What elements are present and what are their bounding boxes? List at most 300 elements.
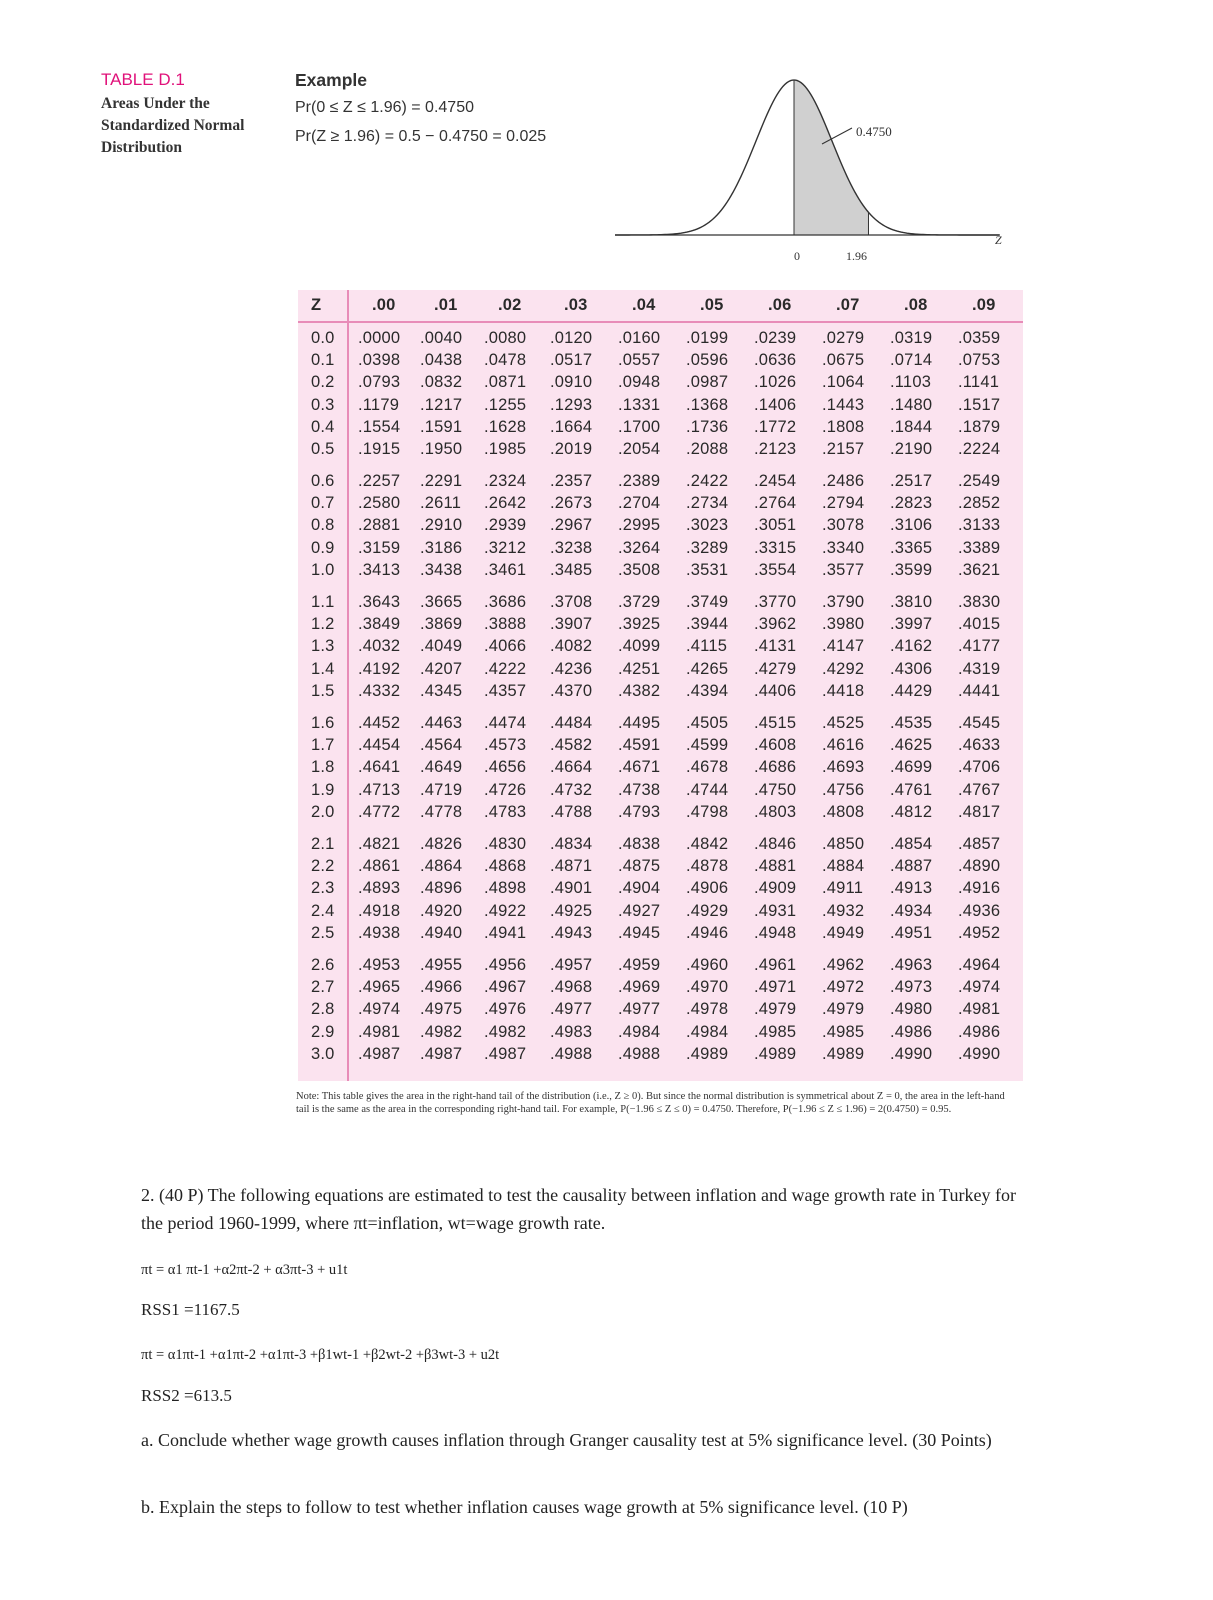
table-cell: .4793 [618,802,661,821]
table-cell: .3810 [890,593,933,611]
table-cell: .3340 [822,538,865,557]
table-cell: .4616 [822,736,865,755]
table-cell: .4808 [822,802,865,821]
table-cell: .4838 [618,835,661,853]
table-cell: .4454 [358,736,401,755]
table-cell: .4332 [358,681,401,700]
table-cell: .4931 [754,901,797,920]
table-cell: .4941 [484,923,527,942]
table-cell: .1736 [686,417,729,436]
equation-restricted: πt = α1 πt-1 +α2πt-2 + α3πt-3 + u1t [141,1262,348,1278]
table-cell: .4927 [618,901,661,920]
table-cell: .4750 [754,780,797,799]
table-cell: .1700 [618,417,661,436]
table-cell: .4821 [358,835,401,853]
table-cell: .4767 [958,780,1001,799]
table-cell: .4901 [550,879,593,898]
table-cell: .0596 [686,351,729,370]
table-cell: .2123 [754,440,797,458]
table-cell: .3133 [958,516,1001,535]
table-divider [347,290,349,1081]
table-cell: .4932 [822,901,865,920]
table-cell: .4881 [754,857,797,876]
table-cell: .4974 [358,1000,401,1019]
z-table [298,290,1023,1081]
table-cell: .0871 [484,373,527,392]
table-cell: .4726 [484,780,527,799]
row-z-label: 0.0 [311,329,335,347]
row-z-label: 2.6 [311,956,335,974]
table-cell: .4983 [550,1022,593,1041]
table-cell: .3554 [754,560,797,579]
row-z-label: 0.3 [311,395,335,414]
table-cell: .4982 [484,1022,527,1041]
table-cell: .4162 [890,637,933,656]
normal-curve-figure [610,60,1010,275]
table-cell: .4946 [686,923,729,942]
row-z-label: 2.9 [311,1022,335,1041]
caption-line: Areas Under the [101,95,210,112]
table-cell: .2088 [686,440,729,458]
table-cell: .4778 [420,802,463,821]
row-z-label: 1.6 [311,714,335,732]
table-cell: .4940 [420,923,463,942]
table-cell: .4345 [420,681,463,700]
table-cell: .4082 [550,637,593,656]
column-header: .01 [434,296,458,314]
table-cell: .4664 [550,758,593,777]
table-cell: .4977 [550,1000,593,1019]
table-cell: .0279 [822,329,865,347]
example-line-1: Pr(0 ≤ Z ≤ 1.96) = 0.4750 [295,99,474,116]
table-cell: .3212 [484,538,527,557]
table-cell: .3508 [618,560,661,579]
table-cell: .0517 [550,351,593,370]
table-cell: .4985 [822,1022,865,1041]
table-cell: .0987 [686,373,729,392]
table-cell: .4988 [618,1044,661,1063]
column-header: .07 [836,296,860,314]
table-cell: .0478 [484,351,527,370]
table-cell: .4693 [822,758,865,777]
table-cell: .4686 [754,758,797,777]
shaded-area [794,80,868,235]
table-cell: .2549 [958,472,1001,490]
table-cell: .4904 [618,879,661,898]
table-cell: .4817 [958,802,1001,821]
table-cell: .1480 [890,395,933,414]
table-cell: .1064 [822,373,865,392]
table-note: Note: This table gives the area in the right-hand tail of the distribution (i.e., Z ≥ 0). But since the normal distribution is symmetrical about Z = 0, the area in the left-hand tail is the same as the area in the corresponding right-hand tail. For example, P(−1.96 ≤ Z ≤ 0) = 0.4750. Therefore, P(−1.96 ≤ Z ≤ 1.96) = 2(0.4750) = 0.95. [296,1091,1005,1115]
table-cell: .4850 [822,835,865,853]
table-cell: .4857 [958,835,1001,853]
table-cell: .4357 [484,681,527,700]
table-cell: .0160 [618,329,661,347]
row-z-label: 0.1 [311,351,335,370]
table-cell: .4761 [890,780,933,799]
table-cell: .4964 [958,956,1001,974]
table-cell: .4953 [358,956,401,974]
row-z-label: 2.7 [311,978,335,997]
table-cell: .0675 [822,351,865,370]
table-cell: .4957 [550,956,593,974]
column-header: .09 [972,296,996,314]
table-cell: .3925 [618,615,661,634]
table-cell: .4884 [822,857,865,876]
table-cell: .4984 [686,1022,729,1041]
table-cell: .2454 [754,472,797,490]
column-header: .04 [632,296,656,314]
table-cell: .4854 [890,835,933,853]
table-cell: .4951 [890,923,933,942]
row-z-label: 1.3 [311,637,335,656]
table-cell: .2257 [358,472,401,490]
table-cell: .1915 [358,440,401,458]
table-cell: .1368 [686,395,729,414]
table-cell: .1517 [958,395,1001,414]
table-cell: .4783 [484,802,527,821]
rss1-value: RSS1 =1167.5 [141,1300,240,1319]
table-cell: .4981 [358,1022,401,1041]
table-cell: .4463 [420,714,463,732]
table-cell: .1293 [550,395,593,414]
table-cell: .2881 [358,516,401,535]
table-cell: .4990 [958,1044,1001,1063]
table-cell: .4959 [618,956,661,974]
table-cell: .4236 [550,659,593,678]
table-cell: .1255 [484,395,527,414]
row-z-label: 2.0 [311,802,335,821]
table-cell: .4099 [618,637,661,656]
table-cell: .2486 [822,472,865,490]
table-cell: .4834 [550,835,593,853]
row-z-label: 1.0 [311,560,335,579]
table-cell: .0120 [550,329,593,347]
table-cell: .4131 [754,637,797,656]
table-cell: .4484 [550,714,593,732]
table-cell: .4868 [484,857,527,876]
table-cell: .4641 [358,758,401,777]
table-cell: .4207 [420,659,463,678]
table-cell: .3944 [686,615,729,634]
table-cell: .4599 [686,736,729,755]
table-cell: .0000 [358,329,401,347]
table-cell: .4911 [822,879,864,898]
table-cell: .2224 [958,440,1001,458]
row-z-label: 1.8 [311,758,335,777]
row-z-label: 2.2 [311,857,335,876]
table-cell: .4049 [420,637,463,656]
table-cell: .1406 [754,395,797,414]
table-cell: .0199 [686,329,729,347]
table-cell: .4406 [754,681,797,700]
table-cell: .4890 [958,857,1001,876]
table-cell: .4573 [484,736,527,755]
table-cell: .4980 [890,1000,933,1019]
table-cell: .4846 [754,835,797,853]
table-cell: .3078 [822,516,865,535]
row-z-label: 1.4 [311,659,335,678]
table-cell: .4929 [686,901,729,920]
table-cell: .4970 [686,978,729,997]
table-cell: .4906 [686,879,729,898]
table-cell: .3289 [686,538,729,557]
table-cell: .1443 [822,395,865,414]
table-cell: .4978 [686,1000,729,1019]
table-cell: .3599 [890,560,933,579]
equation-unrestricted: πt = α1πt-1 +α1πt-2 +α1πt-3 +β1wt-1 +β2wt-2 +β3wt-3 + u2t [141,1347,500,1363]
table-cell: .4986 [890,1022,933,1041]
table-cell: .2734 [686,494,729,513]
table-cell: .3621 [958,560,1001,579]
table-cell: .0080 [484,329,527,347]
table-cell: .3461 [484,560,527,579]
table-cell: .4015 [958,615,1001,634]
table-cell: .4962 [822,956,865,974]
table-cell: .3749 [686,593,729,611]
table-cell: .0636 [754,351,797,370]
table-cell: .4925 [550,901,593,920]
table-cell: .4803 [754,802,797,821]
table-cell: .2794 [822,494,865,513]
table-cell: .3485 [550,560,593,579]
table-cell: .4987 [420,1044,463,1063]
table-cell: .3708 [550,593,593,611]
table-cell: .3643 [358,593,401,611]
table-cell: .3686 [484,593,527,611]
table-cell: .0040 [420,329,463,347]
table-cell: .4545 [958,714,1001,732]
table-cell: .4633 [958,736,1001,755]
column-header: .08 [904,296,928,314]
table-cell: .4812 [890,802,933,821]
table-cell: .4608 [754,736,797,755]
table-cell: .4678 [686,758,729,777]
table-cell: .2357 [550,472,593,490]
table-cell: .2054 [618,440,661,458]
table-cell: .1628 [484,417,527,436]
table-title: TABLE D.1 [101,70,185,89]
table-cell: .4625 [890,736,933,755]
table-cell: .4922 [484,901,527,920]
table-cell: .4969 [618,978,661,997]
table-cell: .0438 [420,351,463,370]
table-cell: .3413 [358,560,401,579]
table-cell: .2823 [890,494,933,513]
table-cell: .1026 [754,373,797,392]
table-cell: .3264 [618,538,661,557]
table-cell: .4495 [618,714,661,732]
table-cell: .2580 [358,494,401,513]
table-cell: .3962 [754,615,797,634]
table-cell: .4830 [484,835,527,853]
table-cell: .2704 [618,494,661,513]
row-z-label: 0.4 [311,417,335,436]
table-cell: .4649 [420,758,463,777]
table-cell: .4887 [890,857,933,876]
table-cell: .4948 [754,923,797,942]
table-cell: .3106 [890,516,933,535]
table-cell: .1772 [754,417,797,436]
table-cell: .4441 [958,681,1001,700]
table-cell: .0832 [420,373,463,392]
table-cell: .0753 [958,351,1001,370]
table-cell: .0910 [550,373,593,392]
table-cell: .4582 [550,736,593,755]
table-cell: .4744 [686,780,729,799]
row-z-label: 1.1 [311,593,335,611]
table-cell: .4972 [822,978,865,997]
table-cell: .4967 [484,978,527,997]
row-z-label: 0.5 [311,440,335,458]
zero-label: 0 [794,249,800,263]
caption-line: Standardized Normal [101,117,245,134]
caption-line: Distribution [101,139,182,156]
table-cell: .4875 [618,857,661,876]
table-cell: .4864 [420,857,463,876]
table-cell: .4893 [358,879,401,898]
question-part-b: b. Explain the steps to follow to test whether inflation causes wage growth at 5% significance level. (10 P) [141,1497,908,1517]
table-cell: .4032 [358,637,401,656]
table-cell: .4988 [550,1044,593,1063]
table-caption [101,93,244,159]
table-cell: .4949 [822,923,865,942]
row-z-label: 2.4 [311,901,335,920]
table-cell: .4979 [754,1000,797,1019]
table-cell: .1217 [420,395,463,414]
table-cell: .4452 [358,714,401,732]
column-header: .02 [498,296,522,314]
table-cell: .2995 [618,516,661,535]
table-cell: .4963 [890,956,933,974]
example-heading: Example [295,70,367,90]
table-cell: .4955 [420,956,463,974]
table-cell: .1808 [822,417,865,436]
table-cell: .3238 [550,538,593,557]
table-cell: .4952 [958,923,1001,942]
table-cell: .2389 [618,472,661,490]
table-cell: .4936 [958,901,1001,920]
table-cell: .3907 [550,615,593,634]
table-cell: .2422 [686,472,729,490]
table-cell: .2967 [550,516,593,535]
table-cell: .4976 [484,1000,527,1019]
table-cell: .3051 [754,516,797,535]
table-cell: .4945 [618,923,661,942]
table-cell: .3389 [958,538,1001,557]
table-cell: .0398 [358,351,401,370]
table-cell: .4979 [822,1000,865,1019]
table-cell: .2939 [484,516,527,535]
row-z-label: 0.8 [311,516,335,535]
table-cell: .3869 [420,615,463,634]
table-cell: .3023 [686,516,729,535]
table-cell: .4989 [686,1044,729,1063]
table-cell: .3531 [686,560,729,579]
table-cell: .3849 [358,615,401,634]
axis-z-label: Z [995,233,1002,247]
table-cell: .4382 [618,681,661,700]
table-cell: .4788 [550,802,593,821]
table-cell: .4975 [420,1000,463,1019]
row-z-label: 1.2 [311,615,335,634]
table-cell: .3577 [822,560,865,579]
table-cell: .4713 [358,780,401,799]
table-cell: .4982 [420,1022,463,1041]
table-cell: .1879 [958,417,1001,436]
table-cell: .2642 [484,494,527,513]
table-cell: .3438 [420,560,463,579]
table-cell: .4985 [754,1022,797,1041]
column-header: .03 [564,296,588,314]
table-cell: .0359 [958,329,1001,347]
table-cell: .1103 [890,373,932,392]
table-cell: .4474 [484,714,527,732]
table-cell: .4898 [484,879,527,898]
table-cell: .3830 [958,593,1001,611]
table-cell: .2764 [754,494,797,513]
table-cell: .4909 [754,879,797,898]
table-cell: .3888 [484,615,527,634]
table-cell: .4960 [686,956,729,974]
table-cell: .4772 [358,802,401,821]
table-cell: .3159 [358,538,401,557]
table-cell: .4871 [550,857,593,876]
table-cell: .2910 [420,516,463,535]
z-value-label: 1.96 [846,249,867,263]
table-cell: .4878 [686,857,729,876]
table-cell: .4265 [686,659,729,678]
table-cell: .4913 [890,879,933,898]
table-cell: .4842 [686,835,729,853]
table-cell: .3770 [754,593,797,611]
table-cell: .4706 [958,758,1001,777]
table-cell: .4515 [754,714,797,732]
table-cell: .4292 [822,659,865,678]
table-cell: .3729 [618,593,661,611]
table-cell: .4177 [958,637,1001,656]
table-cell: .4370 [550,681,593,700]
table-cell: .4671 [618,758,661,777]
row-z-label: 0.7 [311,494,335,513]
table-cell: .2517 [890,472,933,490]
table-cell: .4990 [890,1044,933,1063]
table-cell: .1554 [358,417,401,436]
column-header: .06 [768,296,792,314]
table-cell: .4861 [358,857,401,876]
table-cell: .4968 [550,978,593,997]
table-cell: .4525 [822,714,865,732]
table-cell: .4973 [890,978,933,997]
row-z-label: 2.5 [311,923,335,942]
table-cell: .2611 [420,494,462,513]
row-z-label: 1.5 [311,681,335,700]
table-cell: .4989 [822,1044,865,1063]
table-cell: .4974 [958,978,1001,997]
table-cell: .0319 [890,329,933,347]
table-cell: .4896 [420,879,463,898]
table-cell: .1985 [484,440,527,458]
table-cell: .0793 [358,373,401,392]
row-z-label: 0.6 [311,472,335,490]
table-corner-z: Z [311,296,322,314]
row-z-label: 1.9 [311,780,335,799]
row-z-label: 2.8 [311,1000,335,1019]
table-cell: .4966 [420,978,463,997]
table-cell: .1664 [550,417,593,436]
example-line-2: Pr(Z ≥ 1.96) = 0.5 − 0.4750 = 0.025 [295,128,547,145]
row-z-label: 2.1 [311,835,335,853]
